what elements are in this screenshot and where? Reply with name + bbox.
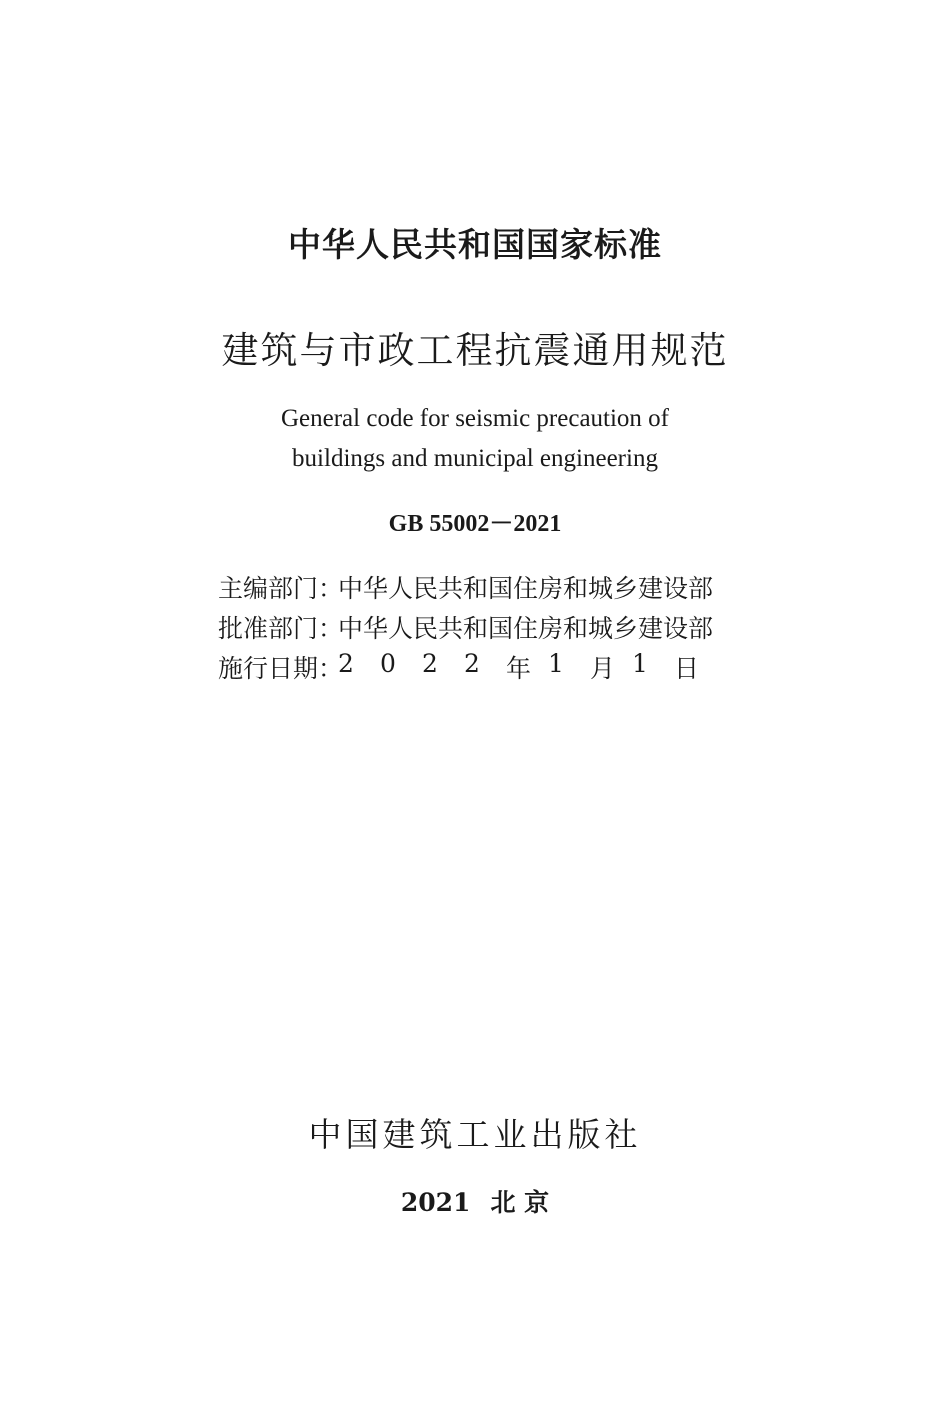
editor-colon: ： — [318, 574, 344, 603]
date-part: 1 — [632, 649, 648, 678]
approver-label: 批准部门 — [218, 614, 319, 643]
effective-date-value — [338, 649, 716, 685]
info-block — [218, 567, 778, 687]
effective-date-row — [218, 647, 778, 687]
approver-colon: ： — [318, 614, 344, 643]
publication-place — [0, 1185, 950, 1221]
effective-date-colon: ： — [318, 654, 344, 683]
date-part: 1 — [548, 649, 564, 678]
editor-row — [218, 567, 778, 607]
editor-label: 主编部门 — [218, 574, 319, 603]
approver-value: 中华人民共和国住房和城乡建设部 — [338, 614, 714, 643]
standard-code-number: GB 55002－2021 — [388, 511, 562, 537]
date-part: 2 — [338, 649, 354, 678]
document-title-english-line2: buildings and municipal engineering — [292, 445, 658, 472]
date-part: 2 — [464, 649, 480, 678]
publisher-name: 中国建筑工业出版社 — [308, 1115, 642, 1154]
date-part: 月 — [590, 654, 616, 683]
national-standard-heading: 中华人民共和国国家标准 — [288, 225, 662, 264]
date-part: 日 — [674, 654, 700, 683]
publication-city: 北 京 — [490, 1188, 550, 1217]
editor-value: 中华人民共和国住房和城乡建设部 — [338, 574, 714, 603]
date-part: 2 — [422, 649, 438, 678]
approver-row — [218, 607, 778, 647]
document-title-english-line1: General code for seismic precaution of — [280, 405, 670, 432]
date-part: 年 — [506, 654, 532, 683]
effective-date-label: 施行日期 — [218, 654, 319, 683]
publication-year: 2021 — [400, 1188, 471, 1217]
date-part: 0 — [380, 649, 396, 678]
document-title-chinese: 建筑与市政工程抗震通用规范 — [221, 329, 729, 372]
